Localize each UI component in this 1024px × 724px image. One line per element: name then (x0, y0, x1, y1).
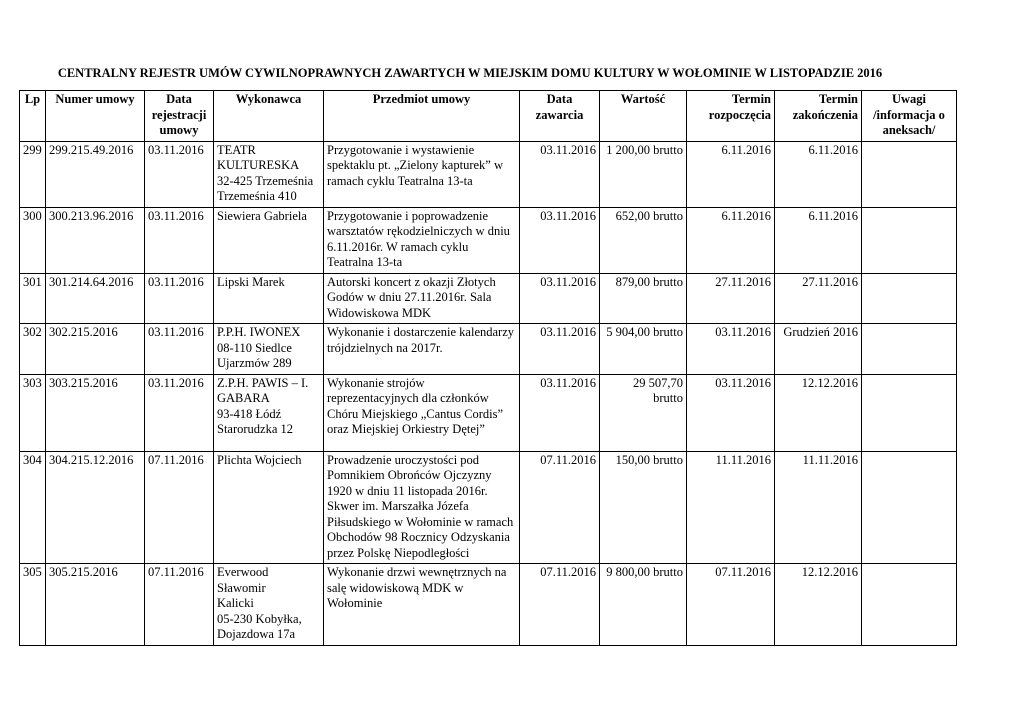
cell-lp: 301 (20, 273, 46, 324)
cell-data-zaw: 03.11.2016 (520, 324, 600, 375)
cell-uwagi (862, 141, 957, 207)
cell-numer: 305.215.2016 (46, 564, 145, 646)
cell-wartosc: 879,00 brutto (600, 273, 687, 324)
cell-termin-zak: 11.11.2016 (775, 451, 862, 564)
cell-numer: 304.215.12.2016 (46, 451, 145, 564)
cell-wykonawca: Lipski Marek (214, 273, 324, 324)
cell-numer: 302.215.2016 (46, 324, 145, 375)
cell-numer: 299.215.49.2016 (46, 141, 145, 207)
header-termin-zakonczenia: Termin zakończenia (775, 91, 862, 142)
contracts-register-table (19, 90, 957, 646)
cell-wartosc: 9 800,00 brutto (600, 564, 687, 646)
cell-wartosc: 1 200,00 brutto (600, 141, 687, 207)
cell-numer: 301.214.64.2016 (46, 273, 145, 324)
cell-data-zaw: 07.11.2016 (520, 451, 600, 564)
header-termin-rozpoczecia: Termin rozpoczęcia (687, 91, 775, 142)
table-row (20, 374, 957, 451)
cell-data-rej: 03.11.2016 (145, 141, 214, 207)
cell-wykonawca: P.P.H. IWONEX 08-110 Siedlce Ujarzmów 289 (214, 324, 324, 375)
cell-przedmiot: Przygotowanie i poprowadzenie warsztatów rękodzielniczych w dniu 6.11.2016r. W ramach cyklu Teatralna 13-ta (324, 207, 520, 273)
header-wykonawca: Wykonawca (214, 91, 324, 142)
cell-lp: 305 (20, 564, 46, 646)
header-lp: Lp (20, 91, 46, 142)
cell-termin-rozp: 6.11.2016 (687, 207, 775, 273)
cell-data-rej: 03.11.2016 (145, 273, 214, 324)
header-data-rejestracji: Data rejestracji umowy (145, 91, 214, 142)
header-przedmiot: Przedmiot umowy (324, 91, 520, 142)
cell-termin-zak: 12.12.2016 (775, 564, 862, 646)
cell-data-zaw: 03.11.2016 (520, 141, 600, 207)
table-row (20, 207, 957, 273)
header-numer-umowy: Numer umowy (46, 91, 145, 142)
cell-termin-zak: 12.12.2016 (775, 374, 862, 451)
cell-termin-rozp: 03.11.2016 (687, 324, 775, 375)
cell-data-zaw: 03.11.2016 (520, 273, 600, 324)
table-row (20, 324, 957, 375)
cell-data-rej: 03.11.2016 (145, 207, 214, 273)
header-wartosc: Wartość (600, 91, 687, 142)
cell-lp: 304 (20, 451, 46, 564)
cell-uwagi (862, 374, 957, 451)
header-data-zawarcia: Data zawarcia (520, 91, 600, 142)
cell-wykonawca: TEATR KULTURESKA 32-425 Trzemeśnia Trzemeśnia 410 (214, 141, 324, 207)
cell-wartosc: 150,00 brutto (600, 451, 687, 564)
cell-lp: 303 (20, 374, 46, 451)
cell-data-zaw: 03.11.2016 (520, 207, 600, 273)
cell-uwagi (862, 273, 957, 324)
header-uwagi: Uwagi /informacja o aneksach/ (862, 91, 957, 142)
table-row (20, 564, 957, 646)
cell-wartosc: 652,00 brutto (600, 207, 687, 273)
cell-uwagi (862, 324, 957, 375)
cell-przedmiot: Autorski koncert z okazji Złotych Godów w dniu 27.11.2016r. Sala Widowiskowa MDK (324, 273, 520, 324)
table-row (20, 273, 957, 324)
header-row (20, 91, 957, 142)
cell-przedmiot: Wykonanie drzwi wewnętrznych na salę widowiskową MDK w Wołominie (324, 564, 520, 646)
cell-przedmiot: Wykonanie strojów reprezentacyjnych dla członków Chóru Miejskiego „Cantus Cordis” oraz Miejskiej Orkiestry Dętej” (324, 374, 520, 451)
cell-termin-zak: 6.11.2016 (775, 207, 862, 273)
cell-uwagi (862, 451, 957, 564)
cell-data-zaw: 03.11.2016 (520, 374, 600, 451)
cell-wartosc: 29 507,70 brutto (600, 374, 687, 451)
cell-termin-rozp: 27.11.2016 (687, 273, 775, 324)
document-title: CENTRALNY REJESTR UMÓW CYWILNOPRAWNYCH ZAWARTYCH W MIEJSKIM DOMU KULTURY W WOŁOMINIE W LISTOPADZIE 2016 (57, 66, 883, 80)
cell-termin-zak: 27.11.2016 (775, 273, 862, 324)
cell-wykonawca: Plichta Wojciech (214, 451, 324, 564)
cell-data-rej: 03.11.2016 (145, 374, 214, 451)
cell-data-rej: 07.11.2016 (145, 451, 214, 564)
cell-wykonawca: Everwood Sławomir Kalicki 05-230 Kobyłka, Dojazdowa 17a (214, 564, 324, 646)
cell-data-rej: 07.11.2016 (145, 564, 214, 646)
cell-data-zaw: 07.11.2016 (520, 564, 600, 646)
table-row (20, 141, 957, 207)
cell-numer: 300.213.96.2016 (46, 207, 145, 273)
cell-numer: 303.215.2016 (46, 374, 145, 451)
cell-lp: 299 (20, 141, 46, 207)
cell-przedmiot: Wykonanie i dostarczenie kalendarzy trójdzielnych na 2017r. (324, 324, 520, 375)
cell-uwagi (862, 207, 957, 273)
cell-termin-rozp: 11.11.2016 (687, 451, 775, 564)
cell-lp: 302 (20, 324, 46, 375)
cell-wartosc: 5 904,00 brutto (600, 324, 687, 375)
cell-przedmiot: Przygotowanie i wystawienie spektaklu pt. „Zielony kapturek” w ramach cyklu Teatralna 13-ta (324, 141, 520, 207)
cell-lp: 300 (20, 207, 46, 273)
cell-data-rej: 03.11.2016 (145, 324, 214, 375)
table-row (20, 451, 957, 564)
cell-wykonawca: Z.P.H. PAWIS – I. GABARA 93-418 Łódź Starorudzka 12 (214, 374, 324, 451)
cell-termin-rozp: 6.11.2016 (687, 141, 775, 207)
cell-termin-rozp: 03.11.2016 (687, 374, 775, 451)
cell-przedmiot: Prowadzenie uroczystości pod Pomnikiem Obrońców Ojczyzny 1920 w dniu 11 listopada 2016r. Skwer im. Marszałka Józefa Piłsudskiego w Wołominie w ramach Obchodów 98 Rocznicy Odzyskania przez Polskę Niepodległości (324, 451, 520, 564)
cell-termin-zak: Grudzień 2016 (775, 324, 862, 375)
cell-termin-zak: 6.11.2016 (775, 141, 862, 207)
cell-termin-rozp: 07.11.2016 (687, 564, 775, 646)
cell-uwagi (862, 564, 957, 646)
cell-wykonawca: Siewiera Gabriela (214, 207, 324, 273)
